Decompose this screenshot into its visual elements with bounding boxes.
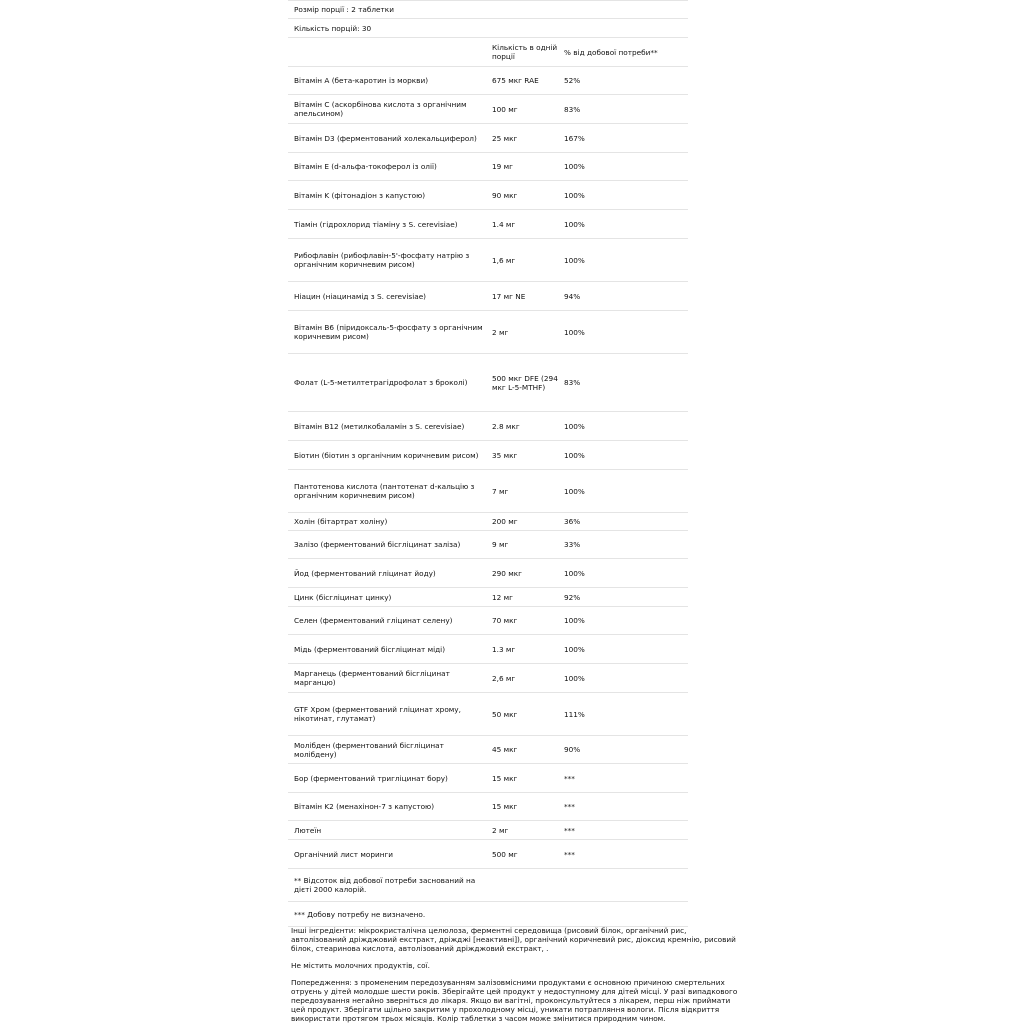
nutrient-dv: 36% — [564, 517, 581, 526]
nutrient-amount: 45 мкг — [492, 745, 518, 754]
table-row — [288, 764, 688, 793]
nutrient-amount: 200 мг — [492, 517, 518, 526]
nutrient-amount: 7 мг — [492, 486, 509, 496]
table-row — [288, 513, 688, 531]
nutrient-name: Цинк (бісгліцинат цинку) — [294, 592, 392, 602]
table-row — [288, 840, 688, 869]
table-header-row — [288, 38, 688, 67]
nutrient-amount: 290 мкг — [492, 568, 522, 578]
servings-count-row — [288, 19, 688, 38]
nutrient-dv: 90% — [564, 745, 581, 754]
nutrient-amount: 70 мкг — [492, 616, 518, 625]
nutrient-dv: 83% — [564, 378, 581, 387]
nutrient-amount: 12 мг — [492, 592, 513, 602]
nutrient-dv: 100% — [564, 162, 585, 171]
nutrient-amount: 1.3 мг — [492, 644, 516, 654]
nutrient-dv: 83% — [564, 104, 581, 114]
nutrient-dv: 100% — [564, 190, 585, 200]
nutrient-dv: *** — [564, 825, 575, 835]
footnote-na-row — [288, 902, 688, 927]
nutrient-amount: 50 мкг — [492, 709, 518, 719]
nutrient-dv: 100% — [564, 568, 585, 578]
nutrient-name: Йод (ферментований гліцинат йоду) — [294, 568, 436, 578]
table-row — [288, 124, 688, 153]
nutrient-name: Рибофлавін (рибофлавін-5'-фосфату натрію з органічним коричневим рисом) — [294, 251, 470, 269]
nutrient-dv: 100% — [564, 450, 585, 460]
table-row — [288, 95, 688, 124]
nutrient-dv: 100% — [564, 673, 585, 683]
table-row — [288, 559, 688, 588]
table-row — [288, 181, 688, 210]
nutrient-name: Марганець (ферментований бісгліцинат марганцю) — [294, 669, 450, 687]
nutrient-amount: 17 мг NE — [492, 291, 526, 301]
nutrient-dv: *** — [564, 773, 575, 783]
footnote-dv-row — [288, 869, 688, 902]
nutrient-dv: 100% — [564, 327, 585, 337]
nutrient-dv: 100% — [564, 219, 585, 229]
nutrient-name: Вітамін K2 (менахінон-7 з капустою) — [294, 802, 435, 811]
nutrient-amount: 90 мкг — [492, 190, 518, 200]
nutrient-name: Залізо (ферментований бісгліцинат заліза) — [294, 540, 461, 549]
nutrient-name: Вітамін K (фітонадіон з капустою) — [294, 190, 426, 200]
nutrient-dv: 92% — [564, 592, 581, 602]
nutrient-dv: 94% — [564, 291, 581, 301]
table-row — [288, 736, 688, 764]
nutrient-dv: *** — [564, 802, 575, 811]
allergen-statement: Не містить молочних продуктів, сої. — [291, 961, 430, 970]
header-dv: % від добової потреби** — [564, 47, 658, 57]
nutrient-name: Ніацин (ніацинамід з S. cerevisiae) — [294, 291, 427, 301]
nutrient-name: Вітамін D3 (ферментований холекальциферол) — [294, 133, 477, 143]
nutrient-name: Мідь (ферментований бісгліцинат міді) — [294, 644, 446, 654]
table-row — [288, 153, 688, 181]
nutrient-rows — [288, 67, 688, 869]
table-row — [288, 210, 688, 239]
table-row — [288, 821, 688, 840]
nutrient-amount: 9 мг — [492, 540, 509, 549]
nutrient-name: Тіамін (гідрохлорид тіаміну з S. cerevisiae) — [294, 219, 458, 229]
nutrient-amount: 1,6 мг — [492, 255, 516, 265]
nutrient-dv: 100% — [564, 644, 585, 654]
nutrient-dv: 33% — [564, 540, 581, 549]
warning-text: Попередження: з промененим передозуванням залізовмісними продуктами є основною причиною смертельних отруєнь у дітей молодше шести років. Зберігайте цей продукт у недоступному для дітей місці. У разі випадкового передозування негайно зверніться до лікаря. Якщо ви вагітні, проконсультуйтеся з лікарем, перш ніж приймати цей продукт. Зберігати щільно закритим у прохолодному місці, уникати потрапляння вологи. Після відкриття використати протягом трьох місяців. Колір таблетки з часом може змінитися природним чином. — [291, 978, 738, 1023]
table-row — [288, 793, 688, 821]
table-row — [288, 588, 688, 607]
nutrient-name: Молібден (ферментований бісгліцинат молібдену) — [294, 740, 444, 759]
nutrient-amount: 19 мг — [492, 162, 513, 171]
nutrient-name: Пантотенова кислота (пантотенат d-кальцію з органічним коричневим рисом) — [294, 482, 475, 500]
nutrient-dv: 167% — [564, 133, 585, 143]
header-amount: Кількість в одній порції — [492, 43, 558, 61]
table-row — [288, 412, 688, 441]
nutrient-name: Вітамін В6 (піридоксаль-5-фосфату з органічним коричневим рисом) — [294, 323, 483, 341]
table-row — [288, 311, 688, 354]
nutrient-dv: 100% — [564, 486, 585, 496]
nutrient-dv: 100% — [564, 255, 585, 265]
nutrient-amount: 100 мг — [492, 104, 518, 114]
table-row — [288, 664, 688, 693]
nutrient-name: Лютеїн — [294, 825, 322, 835]
nutrient-name: Вітамін С (аскорбінова кислота з органічним апельсином) — [294, 100, 467, 118]
nutrient-amount: 15 мкг — [492, 802, 518, 811]
footnote-dv: ** Відсоток від добової потреби заснований на дієті 2000 калорій. — [294, 876, 476, 894]
table-row — [288, 67, 688, 95]
nutrient-dv: 52% — [564, 76, 581, 85]
nutrient-name: Холін (бітартрат холіну) — [294, 517, 388, 526]
nutrient-amount: 15 мкг — [492, 773, 518, 783]
nutrient-amount: 1.4 мг — [492, 219, 516, 229]
serving-size-row — [288, 0, 688, 19]
serving-size: Розмір порції : 2 таблетки — [294, 5, 394, 14]
nutrient-name: Фолат (L-5-метилтетрагідрофолат з броколі) — [294, 378, 468, 387]
nutrient-name: Органічний лист моринги — [294, 849, 394, 859]
nutrient-amount: 500 мг — [492, 849, 518, 859]
table-row — [288, 693, 688, 736]
table-row — [288, 441, 688, 470]
nutrient-dv: 100% — [564, 421, 585, 431]
nutrient-dv: 111% — [564, 709, 585, 719]
nutrient-amount: 2 мг — [492, 825, 509, 835]
nutrient-amount: 25 мкг — [492, 133, 518, 143]
nutrient-name: GTF Хром (ферментований гліцинат хрому, нікотинат, глутамат) — [294, 705, 461, 723]
supplement-facts-table — [288, 0, 688, 927]
footnote-na: *** Добову потребу не визначено. — [294, 909, 426, 919]
nutrient-amount: 675 мкг RAE — [492, 76, 539, 85]
table-row — [288, 470, 688, 513]
nutrient-name: Вітамін В12 (метилкобаламін з S. cerevisiae) — [294, 421, 465, 431]
table-row — [288, 282, 688, 311]
nutrient-name: Вітамін А (бета-каротин із моркви) — [294, 76, 429, 85]
nutrient-dv: *** — [564, 849, 575, 859]
nutrient-name: Бор (ферментований тригліцинат бору) — [294, 773, 448, 783]
nutrient-amount: 2 мг — [492, 327, 509, 337]
nutrient-amount: 500 мкг DFE (294 мкг L-5-MTHF) — [492, 373, 558, 392]
table-row — [288, 239, 688, 282]
table-row — [288, 635, 688, 664]
table-row — [288, 531, 688, 559]
nutrient-amount: 35 мкг — [492, 450, 518, 460]
table-row — [288, 354, 688, 412]
table-row — [288, 607, 688, 635]
nutrient-amount: 2,6 мг — [492, 673, 516, 683]
nutrient-name: Селен (ферментований гліцинат селену) — [294, 616, 453, 625]
nutrient-name: Вітамін Е (d-альфа-токоферол із олії) — [294, 162, 437, 171]
nutrient-name: Біотин (біотин з органічним коричневим рисом) — [294, 450, 479, 460]
nutrient-amount: 2.8 мкг — [492, 421, 520, 431]
other-ingredients: Інші інгредієнти: мікрокристалічна целюлоза, ферментні середовища (рисовий білок, органічний рис, автолізований дріжджовий екстракт, дріжджі [неактивні]), органічний коричневий рис, діоксид кремнію, рисовий білок, стеаринова кислота, автолізований дріжджовий екстракт, . — [291, 926, 736, 953]
nutrient-dv: 100% — [564, 616, 585, 625]
servings-count: Кількість порцій: 30 — [294, 23, 372, 33]
